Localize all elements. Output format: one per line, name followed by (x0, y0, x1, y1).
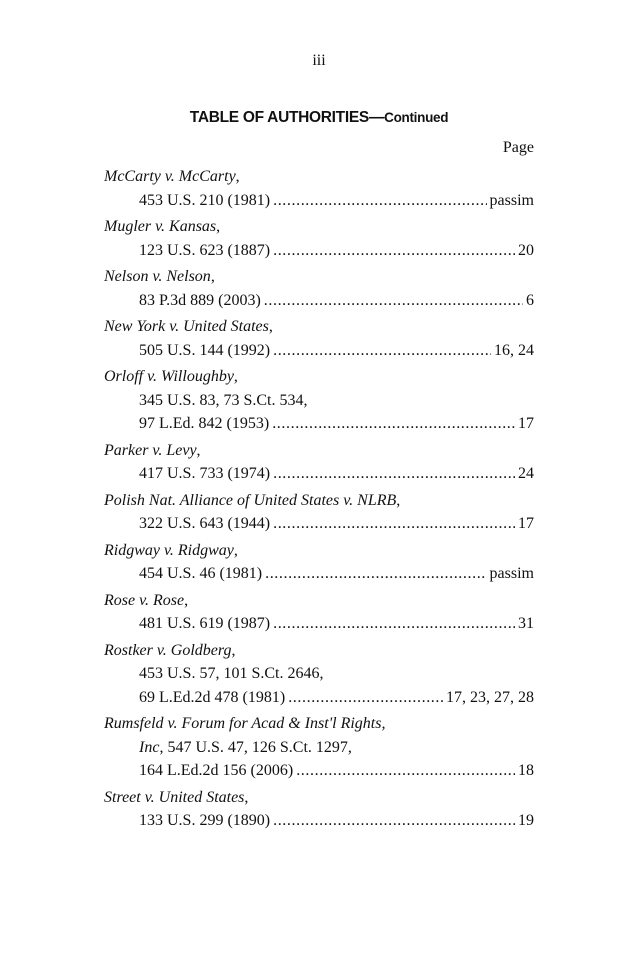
page-ref: 18 (518, 762, 534, 779)
citation: 83 P.3d 889 (2003) (139, 291, 261, 309)
case-name: New York v. United States (104, 318, 269, 335)
case-name: Parker v. Levy (104, 441, 197, 459)
citation: 97 L.Ed. 842 (1953) (139, 415, 270, 432)
page-column-label: Page (502, 139, 534, 156)
page-ref: 19 (518, 812, 534, 829)
citation: 453 U.S. 210 (1981) (139, 191, 271, 209)
dot-leader (265, 562, 486, 586)
case-name: Rose v. Rose (104, 591, 185, 609)
page-ref: passim (489, 191, 534, 209)
citation: , 547 U.S. 47, 126 S.Ct. 1297, (159, 738, 352, 756)
authority-entry (104, 712, 534, 783)
citation: 322 U.S. 643 (1944) (139, 515, 271, 532)
heading-continued: Continued (384, 110, 449, 125)
dot-leader (273, 462, 515, 486)
dot-leader (273, 612, 515, 636)
case-name: Nelson v. Nelson (104, 268, 211, 285)
citation: 164 L.Ed.2d 156 (2006) (139, 762, 294, 779)
case-name: Polish Nat. Alliance of United States v. NLRB (104, 491, 397, 509)
dot-leader (272, 412, 515, 436)
case-name: Ridgway v. Ridgway (104, 541, 234, 559)
citation: 345 U.S. 83, 73 S.Ct. 534, (139, 391, 308, 409)
page-heading (0, 109, 638, 127)
page-ref: 6 (526, 291, 534, 309)
dot-leader (296, 759, 515, 783)
heading-dash: — (368, 109, 385, 126)
authorities-list (104, 165, 534, 836)
dot-leader (273, 339, 491, 363)
case-name: Orloff v. Willoughby (104, 368, 234, 385)
citation: 505 U.S. 144 (1992) (139, 341, 271, 359)
case-name-continued: Inc (139, 738, 160, 756)
dot-leader (264, 289, 523, 313)
dot-leader (273, 512, 515, 536)
citation: 123 U.S. 623 (1887) (139, 241, 271, 259)
authority-entry: Rostker v. Goldberg, 453 U.S. 57, 101 S.Ct. 2646, 69 L.Ed.2d 478 (1981) ..... 17, 23, 27, 28 (104, 639, 534, 710)
citation: 417 U.S. 733 (1974) (139, 465, 271, 482)
dot-leader (273, 189, 486, 213)
authority-entry: Orloff v. Willoughby, 345 U.S. 83, 73 S.Ct. 534, 97 L.Ed. 842 (1953) ..... 17 (104, 365, 534, 436)
page-ref: 17 (518, 415, 534, 432)
authority-entry: Mugler v. Kansas, 123 U.S. 623 (1887) ..... 20 (104, 215, 534, 262)
dot-leader (273, 809, 515, 833)
page-number: iii (312, 52, 326, 69)
authority-entry: Parker v. Levy, 417 U.S. 733 (1974) ..... 24 (104, 439, 534, 486)
dot-leader (288, 686, 443, 710)
citation: 133 U.S. 299 (1890) (139, 812, 271, 829)
page-ref: 31 (518, 615, 534, 632)
citation: 454 U.S. 46 (1981) (139, 565, 263, 582)
authority-entry: New York v. United States, 505 U.S. 144 (1992) ..... 16, 24 (104, 315, 534, 362)
citation: 453 U.S. 57, 101 S.Ct. 2646, (139, 665, 324, 682)
case-name: Rostker v. Goldberg (104, 641, 232, 659)
page-ref: 20 (518, 241, 534, 259)
dot-leader (273, 239, 515, 263)
page-ref: passim (489, 565, 534, 582)
authority-entry: Street v. United States, 133 U.S. 299 (1890) ..... 19 (104, 786, 534, 833)
case-name: McCarty v. McCarty (104, 168, 236, 185)
page-ref: 16, 24 (494, 341, 534, 359)
page-ref: 24 (518, 465, 534, 482)
case-name: Street v. United States (104, 788, 245, 806)
page-ref: 17, 23, 27, 28 (446, 688, 534, 706)
authority-entry: Nelson v. Nelson, 83 P.3d 889 (2003) ..... 6 (104, 265, 534, 312)
authority-entry: Polish Nat. Alliance of United States v. NLRB, 322 U.S. 643 (1944) ..... 17 (104, 489, 534, 536)
citation: 481 U.S. 619 (1987) (139, 615, 271, 632)
authority-entry: Rose v. Rose, 481 U.S. 619 (1987) ..... 31 (104, 589, 534, 636)
authority-entry: McCarty v. McCarty, 453 U.S. 210 (1981) ..... passim (104, 165, 534, 212)
case-name: Rumsfeld v. Forum for Acad & Inst'l Rights, (104, 715, 386, 732)
heading-main: TABLE OF AUTHORITIES (189, 109, 369, 126)
citation: 69 L.Ed.2d 478 (1981) (139, 688, 286, 706)
authority-entry: Ridgway v. Ridgway, 454 U.S. 46 (1981) ..... passim (104, 539, 534, 586)
case-name: Mugler v. Kansas (104, 218, 217, 235)
page-ref: 17 (518, 515, 534, 532)
